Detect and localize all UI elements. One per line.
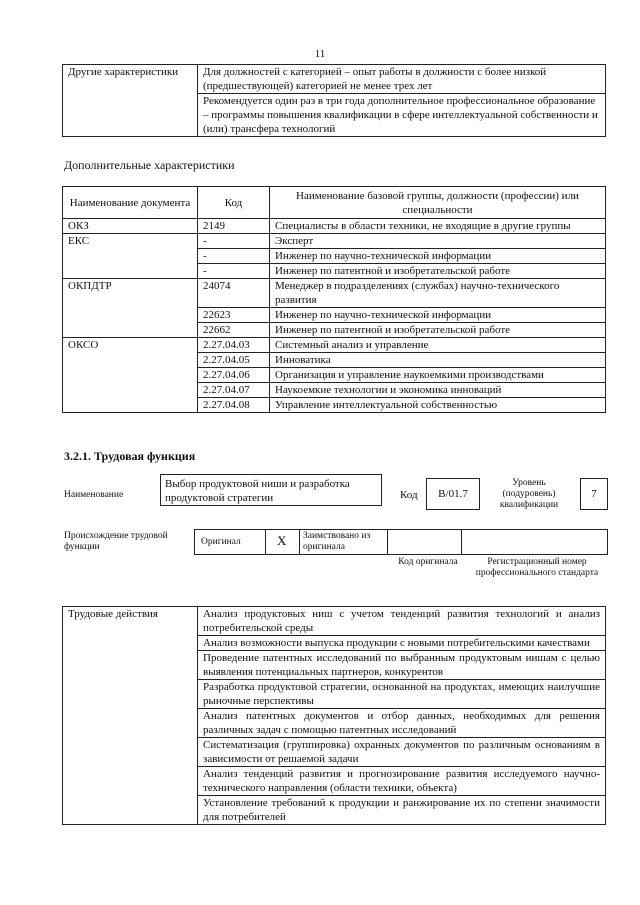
name-cell: Наукоемкие технологии и экономика инноваций (270, 383, 606, 398)
labor-action: Установление требований к продукции и ранжирование их по степени значимости для потребителей (198, 796, 606, 825)
code-cell: - (198, 264, 270, 279)
code-cell: 2.27.04.06 (198, 368, 270, 383)
code-cell: 2149 (198, 219, 270, 234)
section-heading: 3.2.1. Трудовая функция (64, 449, 196, 463)
code-cell: 2.27.04.05 (198, 353, 270, 368)
header-document: Наименование документа (63, 187, 198, 219)
labor-action: Разработка продуктовой стратегии, основанной на продуктах, имеющих наилучшие рыночные перспективы (198, 680, 606, 709)
code-cell: 24074 (198, 279, 270, 308)
labor-action: Анализ патентных документов и отбор данных, необходимых для решения различных задач с помощью патентных исследований (198, 709, 606, 738)
other-characteristics-table (62, 64, 606, 137)
origin-label: Происхождение трудовой функции (64, 531, 168, 552)
function-name-label: Наименование (64, 490, 124, 500)
qualification-level-box: 7 (580, 478, 608, 510)
page-number: 11 (314, 48, 326, 60)
labor-action: Анализ возможности выпуска продукции с новыми потребительскими качествами (198, 636, 606, 651)
code-cell: 2.27.04.03 (198, 338, 270, 353)
table-row (63, 279, 606, 308)
name-cell: Менеджер в подразделениях (службах) научно-технического развития (270, 279, 606, 308)
name-cell: Инженер по патентной и изобретательской работе (270, 323, 606, 338)
name-cell: Инженер по научно-технической информации (270, 308, 606, 323)
header-group-name: Наименование базовой группы, должности (профессии) или специальности (270, 187, 606, 219)
name-cell: Управление интеллектуальной собственностью (270, 398, 606, 413)
origin-row (194, 529, 608, 555)
labor-actions-label: Трудовые действия (63, 607, 198, 825)
function-code-box: B/01.7 (426, 478, 480, 510)
code-cell: 22662 (198, 323, 270, 338)
other-characteristics-line2: Рекомендуется один раз в три года дополнительное профессиональное образование – программы повышения квалификации в сфере интеллектуальной собственности и (или) трансфера технологий (198, 94, 606, 137)
code-cell: - (198, 249, 270, 264)
header-code: Код (198, 187, 270, 219)
code-cell: 22623 (198, 308, 270, 323)
labor-actions-table (62, 606, 606, 825)
name-cell: Системный анализ и управление (270, 338, 606, 353)
code-label: Код (400, 489, 418, 501)
other-characteristics-line1: Для должностей с категорией – опыт работы в должности с более низкой (предшествующей) категорией не менее трех лет (198, 65, 606, 94)
name-cell: Организация и управление наукоемкими производствами (270, 368, 606, 383)
original-mark: X (277, 533, 287, 548)
name-cell: Инженер по патентной и изобретательской работе (270, 264, 606, 279)
additional-characteristics-table (62, 186, 606, 413)
original-label: Оригинал (201, 537, 241, 547)
qualification-level-label: Уровень (подуровень) квалификации (499, 478, 559, 510)
name-cell: Инноватика (270, 353, 606, 368)
registration-number-label: Регистрационный номер профессионального стандарта (475, 557, 599, 578)
table-row (63, 219, 606, 234)
other-characteristics-label: Другие характеристики (63, 65, 198, 137)
labor-action: Анализ продуктовых ниш с учетом тенденций развития технологий и анализ потребительской среды (198, 607, 606, 636)
name-cell: Эксперт (270, 234, 606, 249)
doc-cell: ОКСО (63, 338, 198, 413)
name-cell: Инженер по научно-технической информации (270, 249, 606, 264)
table-row (63, 338, 606, 353)
code-cell: - (198, 234, 270, 249)
code-cell: 2.27.04.07 (198, 383, 270, 398)
labor-action: Анализ тенденций развития и прогнозирование развития исследуемого научно-технического направления (области техники, объекта) (198, 767, 606, 796)
labor-action: Систематизация (группировка) охранных документов по различным основаниям в зависимости от решаемой задачи (198, 738, 606, 767)
doc-cell: ОКЗ (63, 219, 198, 234)
name-cell: Специалисты в области техники, не входящие в другие группы (270, 219, 606, 234)
function-name-box: Выбор продуктовой ниши и разработка продуктовой стратегии (160, 474, 382, 506)
code-cell: 2.27.04.08 (198, 398, 270, 413)
original-code-label: Код оригинала (398, 557, 458, 567)
additional-characteristics-title: Дополнительные характеристики (64, 158, 235, 172)
doc-cell: ОКПДТР (63, 279, 198, 338)
table-row (63, 234, 606, 249)
labor-action: Проведение патентных исследований по выбранным продуктовым нишам с целью выявления потенциальных партнеров, конкурентов (198, 651, 606, 680)
borrowed-label: Заимствовано из оригинала (303, 531, 371, 552)
doc-cell: ЕКС (63, 234, 198, 279)
